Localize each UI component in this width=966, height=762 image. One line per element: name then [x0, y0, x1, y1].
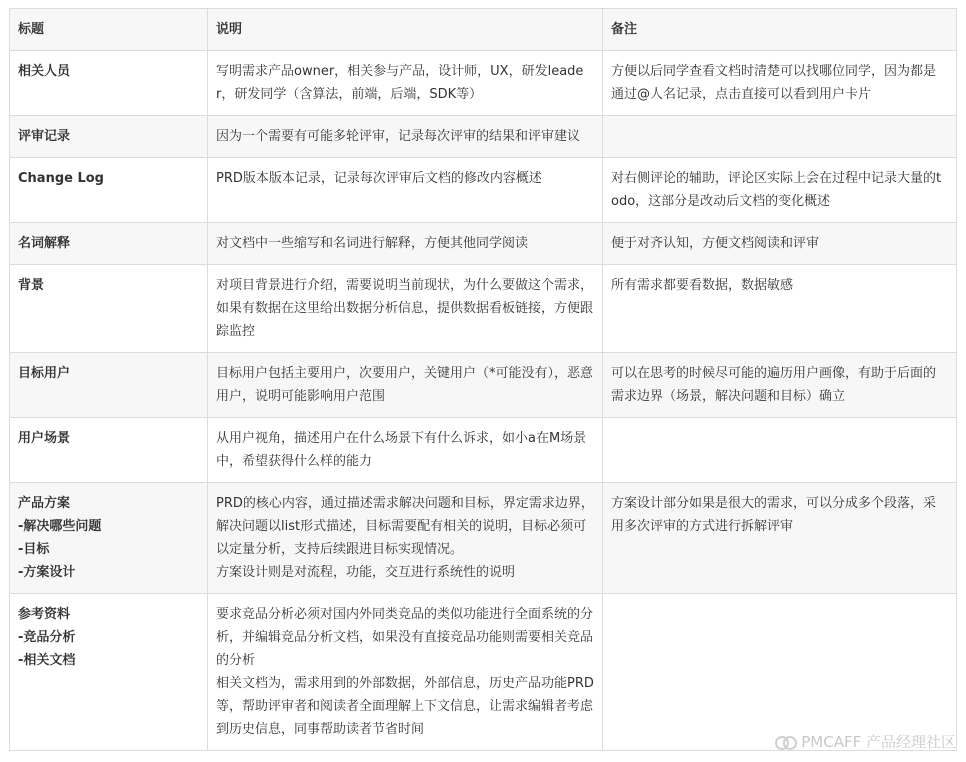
cell-description-line: PRD版本版本记录，记录每次评审后文档的修改内容概述	[216, 171, 542, 186]
cell-title-line: 目标用户	[18, 366, 71, 381]
watermark-text: PMCAFF 产品经理社区	[801, 733, 956, 751]
cell-title-line: 相关人员	[18, 64, 71, 79]
cell-note	[603, 594, 957, 751]
table-row	[10, 353, 957, 418]
cell-title-line: 评审记录	[18, 129, 71, 144]
cell-note	[603, 51, 957, 116]
table-row	[10, 483, 957, 594]
cell-title-line: 参考资料	[18, 607, 71, 622]
cell-description-line: 对项目背景进行介绍，需要说明当前现状，为什么要做这个需求，如果有数据在这里给出数据分析信息，提供数据看板链接，方便跟踪监控	[216, 278, 594, 339]
header-title: 标题	[10, 9, 208, 51]
table-row	[10, 418, 957, 483]
cell-title	[10, 353, 208, 418]
table-row	[10, 158, 957, 223]
cell-description-line: 相关文档为，需求用到的外部数据，外部信息，历史产品功能PRD等，帮助评审者和阅读者全面理解上下文信息，让需求编辑者考虑到历史信息，同事帮助读者节省时间	[216, 676, 594, 737]
table-row	[10, 51, 957, 116]
prd-structure-table	[9, 8, 957, 751]
cell-description-line: PRD的核心内容，通过描述需求解决问题和目标，界定需求边界，解决问题以list形式描述，目标需要配有相关的说明，目标必须可以定量分析，支持后续跟进目标实现情况。	[216, 496, 594, 557]
cell-description	[208, 223, 603, 265]
cell-description	[208, 116, 603, 158]
cloud-logo-icon	[775, 735, 797, 749]
cell-note	[603, 483, 957, 594]
cell-description-line: 目标用户包括主要用户，次要用户，关键用户（*可能没有），恶意用户，说明可能影响用户范围	[216, 366, 594, 404]
cell-title-line: -目标	[18, 542, 50, 557]
cell-title-line: -竞品分析	[18, 630, 76, 645]
cell-title-line: -相关文档	[18, 653, 76, 668]
cell-note	[603, 353, 957, 418]
cell-description-line: 方案设计则是对流程，功能，交互进行系统性的说明	[216, 565, 516, 580]
cell-description	[208, 265, 603, 353]
table-row	[10, 265, 957, 353]
cell-note	[603, 223, 957, 265]
table-header-row	[10, 9, 957, 51]
cell-description	[208, 51, 603, 116]
table-row	[10, 116, 957, 158]
cell-title	[10, 483, 208, 594]
cell-title	[10, 594, 208, 751]
cell-note-line: 便于对齐认知，方便文档阅读和评审	[611, 236, 820, 251]
table-row	[10, 223, 957, 265]
cell-description-line: 写明需求产品owner，相关参与产品，设计师，UX，研发leader，研发同学（含算法，前端，后端，SDK等）	[216, 64, 584, 102]
cell-description	[208, 483, 603, 594]
cell-title	[10, 51, 208, 116]
cell-title	[10, 265, 208, 353]
watermark	[775, 731, 956, 752]
cell-description	[208, 594, 603, 751]
cell-title-line: 用户场景	[18, 431, 71, 446]
cell-note	[603, 158, 957, 223]
header-note: 备注	[603, 9, 957, 51]
cell-note	[603, 116, 957, 158]
cell-note-line: 对右侧评论的辅助，评论区实际上会在过程中记录大量的todo，这部分是改动后文档的变化概述	[611, 171, 942, 209]
cell-title-line: -方案设计	[18, 565, 76, 580]
cell-title	[10, 116, 208, 158]
cell-description-line: 对文档中一些缩写和名词进行解释，方便其他同学阅读	[216, 236, 529, 251]
cell-note-line: 方便以后同学查看文档时清楚可以找哪位同学，因为都是通过@人名记录，点击直接可以看到用户卡片	[611, 64, 937, 102]
cell-note	[603, 265, 957, 353]
cell-title-line: 背景	[18, 278, 45, 293]
cell-note-line: 可以在思考的时候尽可能的遍历用户画像，有助于后面的需求边界（场景，解决问题和目标）确立	[611, 366, 937, 404]
cell-title	[10, 418, 208, 483]
cell-description	[208, 353, 603, 418]
cell-title	[10, 158, 208, 223]
cell-description-line: 从用户视角，描述用户在什么场景下有什么诉求，如小a在M场景中，希望获得什么样的能力	[216, 431, 587, 469]
cell-note-line: 方案设计部分如果是很大的需求，可以分成多个段落，采用多次评审的方式进行拆解评审	[611, 496, 937, 534]
cell-description	[208, 158, 603, 223]
cell-description-line: 要求竞品分析必须对国内外同类竞品的类似功能进行全面系统的分析，并编辑竞品分析文档，如果没有直接竞品功能则需要相关竞品的分析	[216, 607, 594, 668]
cell-title-line: -解决哪些问题	[18, 519, 102, 534]
cell-title	[10, 223, 208, 265]
cell-note-line: 所有需求都要看数据，数据敏感	[611, 278, 794, 293]
cell-title-line: 产品方案	[18, 496, 71, 511]
cell-title-line: Change Log	[18, 171, 104, 186]
cell-description-line: 因为一个需要有可能多轮评审，记录每次评审的结果和评审建议	[216, 129, 581, 144]
cell-note	[603, 418, 957, 483]
cell-description	[208, 418, 603, 483]
header-description: 说明	[208, 9, 603, 51]
cell-title-line: 名词解释	[18, 236, 71, 251]
table-row	[10, 594, 957, 751]
